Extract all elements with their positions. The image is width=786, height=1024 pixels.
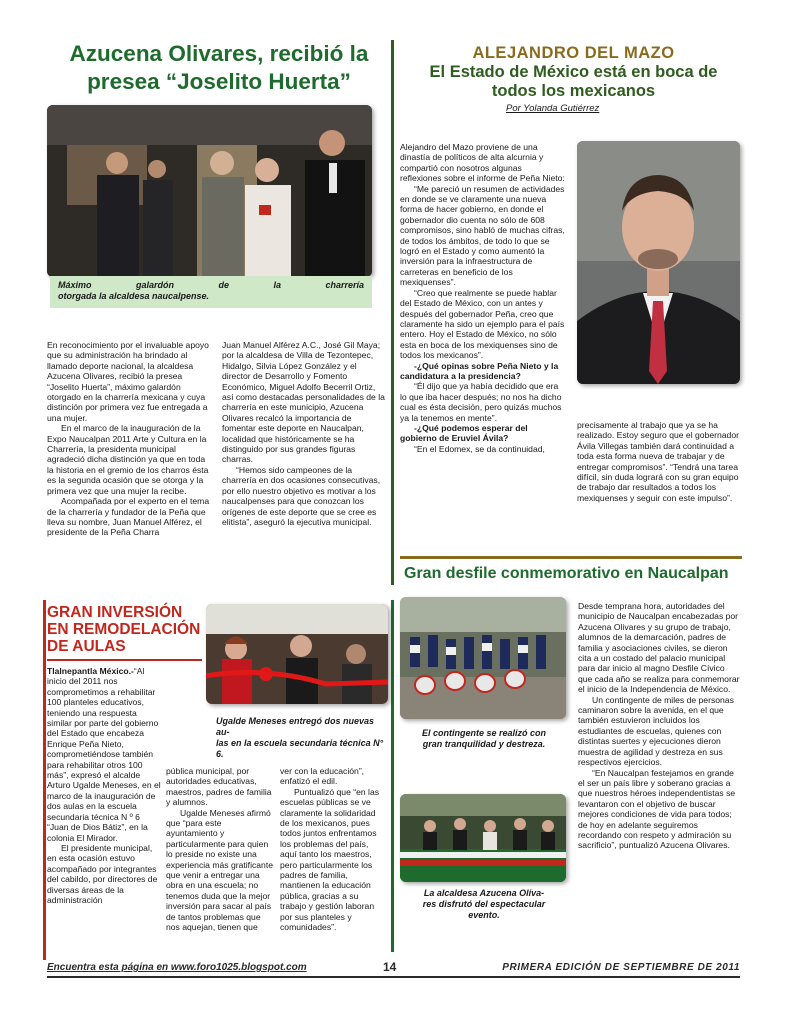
article3-title-line3: DE AULAS	[47, 638, 126, 655]
mayor-caption	[400, 888, 568, 921]
article1-column-1	[47, 340, 212, 538]
article2-title-line1: El Estado de México está en boca de	[429, 63, 718, 81]
charreria-photo-illustration	[47, 105, 372, 277]
mayor-caption-line2: res disfrutó del espectacular	[422, 899, 546, 909]
article2-question: -¿Qué opinas sobre Peña Nieto y la candidatura a la presidencia?	[400, 360, 559, 381]
parade-photo	[400, 597, 566, 719]
article3-paragraph: pública municipal, por autoridades educativas, maestros, padres de familia y alumnos.	[166, 766, 272, 808]
article1-title-line1: Azucena Olivares, recibió la	[69, 41, 369, 66]
article2-title	[396, 63, 751, 101]
article2-paragraph: Alejandro del Mazo proviene de una dinastía de políticos de alta alcurnia y compartió con nosotros algunas reflexiones sobre el informe de Peña Nieto:	[400, 142, 565, 184]
article4-body	[578, 601, 741, 851]
article2-paragraph: precisamente al trabajo que ya se ha realizado. Estoy seguro que el gobernador Ávila Villegas también dará continuidad a toda esta forma nueva de trabajar y de entregar compromisos”. “Tendrá una tarea difícil, sin duda logrará con su gran equipo de trabajo dar resultados a todos los mexiquenses y seguir con este impulso”.	[577, 420, 739, 503]
mayor-caption-line3: evento.	[468, 910, 500, 920]
parade-caption	[400, 728, 568, 750]
article1-paragraph: Juan Manuel Alférez A.C., José Gil Maya; por la alcaldesa de Villa de Tezontepec, Hidalgo, Silvia López González y el director de Desarrollo y Fomento Económico, Miguel Adolfo Becerril Ortiz, así como destacadas personalidades de la charrería en este municipio, Azucena Olivares recalcó la importancia de fomentar este deporte en Naucalpan, localidad que históricamente se ha distinguido por sus grandes figuras charras.	[222, 340, 385, 465]
article3-title-line1: GRAN INVERSIÓN	[47, 604, 183, 621]
article3-dateline: Tlalnepantla México.-	[47, 666, 134, 676]
article3-caption-line2: las en la escuela secundaria técnica N° 6.	[216, 738, 384, 759]
column-divider	[391, 40, 394, 585]
article3-column-1	[47, 666, 162, 905]
article3-paragraph: Ugalde Meneses afirmó que “para este ayuntamiento y particularmente para quien lo preside no existe una experiencia más gratificante que venir a entregar una obra en una escuela; no tenemos duda que la mejor inversión para sacar al país de tantos problemas que nos aquejan, tienen que	[166, 807, 273, 933]
article3-paragraph: Puntualizó que “en las escuelas públicas se ve claramente la solidaridad de los mexicanos, pues todos juntos enfrentamos los problemas del país, aquí tanto los maestros, pero particularmente los padres de familia, mantienen la educación pública, gracias a su trabajo y gestión laboran por sus planteles y comunidades”.	[280, 786, 380, 933]
article1-paragraph: “Hemos sido campeones de la charrería en dos ocasiones consecutivas, por ello nuestro objetivo es motivar a los naucalpenses para que conozcan los orígenes de este deporte que se cree es elitista”, aseguró la ejecutiva municipal.	[222, 464, 381, 527]
mayor-caption-line1: La alcaldesa Azucena Oliva-	[423, 888, 545, 898]
footer-rule	[47, 976, 740, 978]
alejandro-del-mazo-portrait	[577, 141, 740, 384]
article3-caption-line1: Ugalde Meneses entregó dos nuevas au-	[216, 716, 375, 737]
article2-byline: Por Yolanda Gutiérrez	[506, 103, 600, 114]
parade-caption-line2: gran tranquilidad y destreza.	[422, 739, 546, 749]
article4-title: Gran desfile conmemorativo en Naucalpan	[404, 565, 729, 582]
charreria-award-photo	[47, 105, 372, 277]
footer	[47, 960, 740, 980]
article4-paragraph: Un contingente de miles de personas caminaron sobre la avenida, en el que también estuvieron incluidos los estudiantes de escuelas, quienes con distintas suertes y ejecuciones dieron muestra de agilidad y destreza en sus respectivos ejercicios.	[578, 694, 734, 768]
article1-caption-line1: Máximo galardón de la charrería	[58, 280, 364, 290]
mayor-at-parade-photo	[400, 794, 566, 882]
parade-caption-line1: El contingente se realizó con	[421, 728, 547, 738]
article3-paragraph: ver con la educación”, enfatizó el edil.	[280, 766, 365, 787]
article2-answer: “En el Edomex, se da continuidad,	[414, 443, 545, 454]
article1-caption	[50, 276, 372, 308]
footer-page-number: 14	[383, 960, 397, 974]
ribbon-cutting-photo	[206, 604, 388, 704]
article1-paragraph: En reconocimiento por el invaluable apoyo que su administración ha brindado al llamado deporte nacional, la alcaldesa Azucena Olivares, recibió la presea “Joselito Huerta”, máximo galardón otorgado en la charrería mexicana y cuya distinción por primera vez fue entregada a una mujer.	[47, 340, 209, 423]
article4-paragraph: Desde temprana hora, autoridades del municipio de Naucalpan encabezadas por Azucena Olivares y su grupo de trabajo, alumnos de la demarcación, padres de familia y asociaciones civiles, se dieron cita a un costado del palacio municipal para dar inicio al magno Desfile Cívico que cada año se realiza para conmemorar el inicio de la Independencia de México.	[578, 601, 740, 695]
article-charreria	[0, 0, 395, 590]
article2-paragraph: “Creo que realmente se puede hablar del Estado de México, con un antes y después del gobernador Peña, creo que claramente ha sido un ejemplo para el país entero. Hoy el Estado de México, no sólo esta en boca de los mexiquenses sino de todos los mexicanos”.	[400, 287, 565, 361]
article2-column-1	[400, 142, 565, 454]
article4-paragraph: “En Naucalpan festejamos en grande el ser un país libre y soberano gracias a que nuestros héroes independentistas se levantaron con el objetivo de buscar mejores condiciones de vida para todos; de hoy en adelante seguiremos recordando con respeto y admiración su sacrificio”, puntualizó Azucena Olivares.	[578, 767, 736, 851]
article3-column-3	[280, 766, 385, 933]
portrait-illustration	[577, 141, 740, 384]
article3-lead: “Al inicio del 2011 nos comprometimos a rehabilitar 100 planteles educativos, teniendo una respuesta similar por parte del gobierno del Estado que encabeza Enrique Peña Nieto, comprometiéndose también para rehabilitar otros 100 más”, expresó el alcalde Arturo Ugalde Meneses, en el marco de la inauguración de dos aulas en la escuela secundaria técnica N º 6 “Juan de Dios Bátiz”, en la colonia El Mirador.	[47, 666, 161, 843]
article1-caption-line2: otorgada la alcaldesa naucalpense.	[58, 291, 210, 301]
article3-title-box	[47, 604, 202, 661]
article1-column-2	[222, 340, 385, 527]
article3-title-line2: EN REMODELACIÓN	[47, 621, 201, 638]
section-rule	[400, 556, 742, 559]
article3-caption	[216, 716, 386, 760]
parade-illustration	[400, 597, 566, 719]
footer-left: Encuentra esta página en www.foro1025.blogspot.com	[47, 962, 307, 973]
article3-column-2	[166, 766, 273, 933]
bottom-column-divider	[391, 600, 394, 952]
article2-paragraph: “Me pareció un resumen de actividades en donde se ve claramente una nueva forma de hacer gobierno, en donde el gobernador dio cuenta no sólo de 608 compromisos, sino habló de muchas cifras, de todos los ámbitos, de todo lo que se logró en el Estado y como aumentó la inversión para la infraestructura de carreteras en beneficio de los mexiquenses”.	[400, 183, 565, 288]
article2-kicker: ALEJANDRO DEL MAZO	[472, 44, 675, 62]
ribbon-cutting-illustration	[206, 604, 388, 704]
article3-paragraph	[47, 666, 162, 843]
article1-title	[44, 40, 394, 96]
article2-column-2	[577, 420, 740, 503]
article3-paragraph: El presidente municipal, en esta ocasión estuvo acompañado por integrantes del cabildo, por directores de diversas áreas de la administración	[47, 842, 158, 905]
article2-answer: “Él dijo que ya había decidido que era lo que iba hacer después; no nos ha dicho cual es ésta decisión, pero quizás muchos ya la tenemos en mente”.	[400, 381, 562, 423]
article1-title-line2: presea “Joselito Huerta”	[87, 69, 351, 94]
article3-side-bar	[43, 600, 46, 960]
mayor-parade-illustration	[400, 794, 566, 882]
article1-paragraph: Acompañada por el experto en el tema de la charrería y fundador de la Peña que lleva su nombre, Juan Manuel Alférez, el presidente de la Peña Charra	[47, 496, 210, 538]
article3-title	[47, 604, 202, 655]
article1-paragraph: En el marco de la inauguración de la Expo Naucalpan 2011 Arte y Cultura en la Charrería, la presidenta municipal agradeció dicha distinción ya que en toda la historia en el gremio de los charros ésta es la segunda ocasión que se otorga y la primera vez que una mujer la recibe.	[47, 423, 209, 496]
footer-right: PRIMERA EDICIÓN DE SEPTIEMBRE DE 2011	[502, 962, 740, 973]
article2-title-line2: todos los mexicanos	[491, 82, 656, 100]
article2-question: -¿Qué podemos esperar del gobierno de Eruviel Ávila?	[400, 422, 528, 444]
article3-title-rule	[47, 659, 202, 661]
article-del-mazo	[396, 0, 786, 590]
